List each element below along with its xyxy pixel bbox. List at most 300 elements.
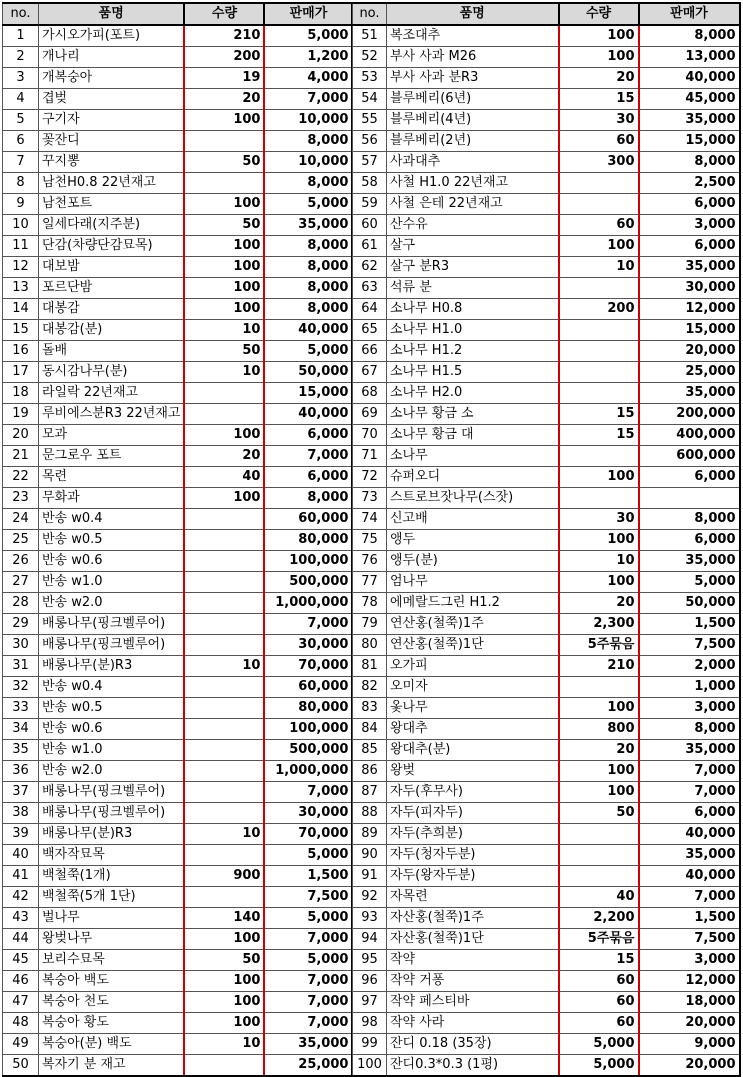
row-name: 부사 사과 분R3 (387, 68, 559, 89)
row-no: 64 (353, 299, 387, 320)
row-price: 100,000 (264, 551, 352, 572)
row-no: 38 (3, 803, 39, 824)
row-price: 8,000 (264, 299, 352, 320)
left-table-body (3, 25, 353, 1076)
row-no: 49 (3, 1034, 39, 1055)
table-row (353, 929, 740, 950)
row-name: 반송 w0.6 (39, 719, 185, 740)
table-row (353, 992, 740, 1013)
row-qty: 10 (184, 656, 264, 677)
table-row (3, 152, 353, 173)
row-no: 26 (3, 551, 39, 572)
row-price: 20,000 (639, 1055, 740, 1077)
header-price: 판매가 (639, 3, 740, 25)
row-no: 95 (353, 950, 387, 971)
row-no: 11 (3, 236, 39, 257)
table-row (3, 299, 353, 320)
row-qty: 100 (184, 257, 264, 278)
row-name: 무화과 (39, 488, 185, 509)
row-name: 남천포트 (39, 194, 185, 215)
row-qty (559, 320, 639, 341)
row-qty: 10 (184, 824, 264, 845)
row-qty: 100 (184, 929, 264, 950)
row-name: 석류 분 (387, 278, 559, 299)
row-price: 7,000 (264, 89, 352, 110)
row-name: 대봉감 (39, 299, 185, 320)
row-qty (184, 635, 264, 656)
table-row (353, 677, 740, 698)
row-price: 5,000 (264, 950, 352, 971)
row-no: 90 (353, 845, 387, 866)
table-row (3, 824, 353, 845)
row-no: 76 (353, 551, 387, 572)
row-qty (184, 530, 264, 551)
row-name: 소나무 H2.0 (387, 383, 559, 404)
row-qty: 5,000 (559, 1034, 639, 1055)
row-price: 6,000 (639, 236, 740, 257)
row-no: 18 (3, 383, 39, 404)
header-no: no. (353, 3, 387, 25)
table-row (3, 446, 353, 467)
row-no: 16 (3, 341, 39, 362)
table-row (353, 152, 740, 173)
row-no: 47 (3, 992, 39, 1013)
row-name: 반송 w0.4 (39, 677, 185, 698)
table-row (353, 488, 740, 509)
row-name: 모과 (39, 425, 185, 446)
row-price: 7,000 (264, 992, 352, 1013)
table-row (353, 320, 740, 341)
row-qty (184, 761, 264, 782)
row-name: 사과대추 (387, 152, 559, 173)
row-qty (559, 677, 639, 698)
row-qty: 5주묶음 (559, 929, 639, 950)
row-price: 30,000 (264, 803, 352, 824)
row-qty: 15 (559, 425, 639, 446)
row-name: 살구 (387, 236, 559, 257)
row-qty (184, 887, 264, 908)
row-qty (184, 740, 264, 761)
row-name: 문그로우 포트 (39, 446, 185, 467)
row-no: 13 (3, 278, 39, 299)
row-qty: 60 (559, 1013, 639, 1034)
row-qty: 10 (559, 551, 639, 572)
row-no: 35 (3, 740, 39, 761)
row-name: 대보밤 (39, 257, 185, 278)
table-row (3, 1013, 353, 1034)
row-price: 1,200 (264, 47, 352, 68)
row-name: 반송 w1.0 (39, 740, 185, 761)
row-price: 6,000 (264, 467, 352, 488)
row-price: 40,000 (264, 320, 352, 341)
row-price: 9,000 (639, 1034, 740, 1055)
row-name: 살구 분R3 (387, 257, 559, 278)
row-name: 자목련 (387, 887, 559, 908)
table-row (353, 25, 740, 47)
row-no: 83 (353, 698, 387, 719)
row-name: 왕벚 (387, 761, 559, 782)
row-qty: 100 (559, 25, 639, 47)
row-no: 84 (353, 719, 387, 740)
row-no: 58 (353, 173, 387, 194)
row-qty: 10 (559, 257, 639, 278)
row-no: 55 (353, 110, 387, 131)
row-qty: 300 (559, 152, 639, 173)
row-no: 28 (3, 593, 39, 614)
row-name: 소나무 황금 소 (387, 404, 559, 425)
row-no: 33 (3, 698, 39, 719)
row-qty: 100 (559, 530, 639, 551)
table-row (3, 950, 353, 971)
row-name: 복조대추 (387, 25, 559, 47)
row-name: 작약 사라 (387, 1013, 559, 1034)
row-qty (184, 572, 264, 593)
row-price: 7,000 (264, 782, 352, 803)
header-price: 판매가 (264, 3, 352, 25)
row-price: 400,000 (639, 425, 740, 446)
table-row (3, 656, 353, 677)
table-row (3, 47, 353, 68)
row-name: 소나무 황금 대 (387, 425, 559, 446)
row-price: 70,000 (264, 824, 352, 845)
row-price: 2,500 (639, 173, 740, 194)
row-no: 66 (353, 341, 387, 362)
row-price: 5,000 (264, 908, 352, 929)
row-price: 80,000 (264, 698, 352, 719)
row-name: 작약 (387, 950, 559, 971)
table-row (353, 887, 740, 908)
row-price: 600,000 (639, 446, 740, 467)
row-no: 3 (3, 68, 39, 89)
table-row (3, 782, 353, 803)
table-row (3, 635, 353, 656)
table-row (3, 551, 353, 572)
row-price: 8,000 (264, 173, 352, 194)
row-name: 앵두 (387, 530, 559, 551)
row-no: 77 (353, 572, 387, 593)
row-qty (184, 614, 264, 635)
row-name: 자두(피자두) (387, 803, 559, 824)
row-name: 가시오가피(포트) (39, 25, 185, 47)
row-no: 60 (353, 215, 387, 236)
table-row (3, 278, 353, 299)
table-row (3, 509, 353, 530)
row-name: 엄나무 (387, 572, 559, 593)
row-name: 자산홍(철쭉)1주 (387, 908, 559, 929)
row-name: 복자기 분 재고 (39, 1055, 185, 1077)
row-price: 1,000 (639, 677, 740, 698)
row-name: 목련 (39, 467, 185, 488)
row-price: 25,000 (639, 362, 740, 383)
row-qty: 100 (559, 236, 639, 257)
table-row (3, 614, 353, 635)
table-row (353, 1055, 740, 1077)
table-row (3, 425, 353, 446)
row-qty: 50 (184, 152, 264, 173)
row-no: 93 (353, 908, 387, 929)
row-name: 반송 w2.0 (39, 761, 185, 782)
row-qty (184, 404, 264, 425)
row-price: 40,000 (639, 68, 740, 89)
row-qty: 60 (559, 131, 639, 152)
row-price: 20,000 (639, 1013, 740, 1034)
table-row (3, 404, 353, 425)
row-no: 30 (3, 635, 39, 656)
row-no: 17 (3, 362, 39, 383)
row-qty: 60 (559, 971, 639, 992)
row-no: 51 (353, 25, 387, 47)
row-price: 3,000 (639, 950, 740, 971)
row-price: 7,000 (264, 929, 352, 950)
row-no: 10 (3, 215, 39, 236)
row-name: 반송 w2.0 (39, 593, 185, 614)
table-row (3, 761, 353, 782)
table-row (353, 194, 740, 215)
row-name: 왕대추(분) (387, 740, 559, 761)
row-no: 37 (3, 782, 39, 803)
row-no: 14 (3, 299, 39, 320)
row-price: 6,000 (639, 194, 740, 215)
row-qty: 19 (184, 68, 264, 89)
row-no: 41 (3, 866, 39, 887)
row-name: 잔디 0.18 (35장) (387, 1034, 559, 1055)
row-name: 복숭아 황도 (39, 1013, 185, 1034)
row-name: 왕대추 (387, 719, 559, 740)
table-row (3, 1055, 353, 1077)
row-qty: 20 (559, 593, 639, 614)
row-qty: 100 (559, 572, 639, 593)
row-no: 81 (353, 656, 387, 677)
row-no: 5 (3, 110, 39, 131)
row-qty: 100 (559, 761, 639, 782)
table-row (353, 404, 740, 425)
row-price: 70,000 (264, 656, 352, 677)
row-price: 20,000 (639, 341, 740, 362)
header-row (353, 3, 740, 25)
row-no: 27 (3, 572, 39, 593)
header-row (3, 3, 353, 25)
row-name: 부사 사과 M26 (387, 47, 559, 68)
table-row (353, 761, 740, 782)
row-price: 25,000 (264, 1055, 352, 1077)
row-no: 88 (353, 803, 387, 824)
row-no: 36 (3, 761, 39, 782)
row-no: 99 (353, 1034, 387, 1055)
row-name: 배롱나무(분)R3 (39, 656, 185, 677)
row-no: 29 (3, 614, 39, 635)
row-no: 82 (353, 677, 387, 698)
row-name: 개나리 (39, 47, 185, 68)
row-qty: 15 (559, 950, 639, 971)
row-qty: 10 (184, 362, 264, 383)
row-qty: 20 (184, 89, 264, 110)
row-no: 7 (3, 152, 39, 173)
row-no: 15 (3, 320, 39, 341)
table-row (353, 131, 740, 152)
table-row (3, 467, 353, 488)
row-qty: 200 (559, 299, 639, 320)
table-row (3, 383, 353, 404)
row-qty: 50 (184, 341, 264, 362)
table-row (353, 467, 740, 488)
row-qty: 30 (559, 110, 639, 131)
row-price: 35,000 (639, 383, 740, 404)
row-price: 1,500 (639, 614, 740, 635)
row-name: 소나무 (387, 446, 559, 467)
table-row (353, 236, 740, 257)
row-price: 35,000 (639, 551, 740, 572)
row-price: 6,000 (639, 803, 740, 824)
row-qty: 100 (559, 467, 639, 488)
row-name: 자두(추희분) (387, 824, 559, 845)
row-price: 7,000 (639, 761, 740, 782)
row-name: 작약 페스티바 (387, 992, 559, 1013)
table-row (353, 824, 740, 845)
row-qty (184, 782, 264, 803)
row-name: 배롱나무(핑크벨루어) (39, 614, 185, 635)
row-price: 7,000 (264, 1013, 352, 1034)
row-price (639, 488, 740, 509)
row-qty: 10 (184, 320, 264, 341)
row-qty: 5,000 (559, 1055, 639, 1077)
header-name: 품명 (39, 3, 185, 25)
table-row (353, 971, 740, 992)
row-name: 루비에스분R3 22년재고 (39, 404, 185, 425)
row-price: 6,000 (639, 530, 740, 551)
table-row (3, 992, 353, 1013)
table-row (353, 425, 740, 446)
row-no: 2 (3, 47, 39, 68)
row-name: 소나무 H0.8 (387, 299, 559, 320)
row-no: 40 (3, 845, 39, 866)
row-name: 대봉감(분) (39, 320, 185, 341)
row-qty: 100 (559, 698, 639, 719)
row-price: 500,000 (264, 740, 352, 761)
row-name: 라일락 22년재고 (39, 383, 185, 404)
row-price: 30,000 (639, 278, 740, 299)
row-price: 50,000 (264, 362, 352, 383)
row-price: 8,000 (264, 236, 352, 257)
row-price: 4,000 (264, 68, 352, 89)
table-row (353, 278, 740, 299)
row-no: 87 (353, 782, 387, 803)
header-qty: 수량 (184, 3, 264, 25)
table-row (3, 803, 353, 824)
row-price: 7,000 (639, 782, 740, 803)
row-price: 35,000 (639, 740, 740, 761)
table-row (353, 740, 740, 761)
row-qty: 100 (184, 425, 264, 446)
table-row (353, 89, 740, 110)
row-qty: 2,200 (559, 908, 639, 929)
row-name: 반송 w0.5 (39, 698, 185, 719)
row-qty (184, 551, 264, 572)
row-no: 31 (3, 656, 39, 677)
table-row (3, 887, 353, 908)
row-name: 신고배 (387, 509, 559, 530)
row-price: 40,000 (639, 824, 740, 845)
row-price: 2,000 (639, 656, 740, 677)
row-name: 백자작묘목 (39, 845, 185, 866)
row-qty: 15 (559, 404, 639, 425)
row-price: 35,000 (639, 257, 740, 278)
table-row (353, 572, 740, 593)
price-table-right (352, 2, 741, 1077)
row-qty: 40 (184, 467, 264, 488)
row-qty (559, 383, 639, 404)
table-row (353, 341, 740, 362)
row-qty: 50 (184, 950, 264, 971)
row-no: 65 (353, 320, 387, 341)
row-qty: 60 (559, 992, 639, 1013)
table-row (353, 614, 740, 635)
row-name: 오미자 (387, 677, 559, 698)
row-name: 배롱나무(핑크벨루어) (39, 782, 185, 803)
price-table-left (2, 2, 353, 1077)
row-no: 79 (353, 614, 387, 635)
row-price: 6,000 (264, 425, 352, 446)
row-qty (559, 866, 639, 887)
row-price: 3,000 (639, 215, 740, 236)
table-row (3, 1034, 353, 1055)
row-name: 슈퍼오디 (387, 467, 559, 488)
row-price: 7,000 (264, 446, 352, 467)
row-qty: 210 (559, 656, 639, 677)
row-price: 8,000 (639, 152, 740, 173)
row-no: 52 (353, 47, 387, 68)
row-name: 사철 H1.0 22년재고 (387, 173, 559, 194)
row-no: 4 (3, 89, 39, 110)
table-row (353, 635, 740, 656)
row-no: 44 (3, 929, 39, 950)
row-no: 34 (3, 719, 39, 740)
row-no: 20 (3, 425, 39, 446)
row-price: 7,000 (264, 614, 352, 635)
table-row (353, 47, 740, 68)
table-row (3, 488, 353, 509)
row-price: 80,000 (264, 530, 352, 551)
row-name: 보리수묘목 (39, 950, 185, 971)
table-row (353, 173, 740, 194)
row-name: 구기자 (39, 110, 185, 131)
row-price: 1,500 (639, 908, 740, 929)
table-row (3, 341, 353, 362)
row-no: 1 (3, 25, 39, 47)
row-no: 48 (3, 1013, 39, 1034)
row-name: 반송 w0.6 (39, 551, 185, 572)
row-price: 15,000 (639, 131, 740, 152)
row-qty (184, 677, 264, 698)
table-row (353, 446, 740, 467)
row-price: 13,000 (639, 47, 740, 68)
table-row (353, 509, 740, 530)
row-no: 69 (353, 404, 387, 425)
row-price: 40,000 (264, 404, 352, 425)
row-no: 71 (353, 446, 387, 467)
row-price: 8,000 (639, 25, 740, 47)
row-name: 포르단밤 (39, 278, 185, 299)
row-price: 35,000 (639, 845, 740, 866)
row-price: 8,000 (264, 488, 352, 509)
row-name: 돌배 (39, 341, 185, 362)
row-qty: 50 (184, 215, 264, 236)
row-no: 68 (353, 383, 387, 404)
table-row (3, 236, 353, 257)
row-name: 꽃잔디 (39, 131, 185, 152)
row-no: 50 (3, 1055, 39, 1077)
row-name: 블루베리(4년) (387, 110, 559, 131)
row-qty: 100 (559, 782, 639, 803)
